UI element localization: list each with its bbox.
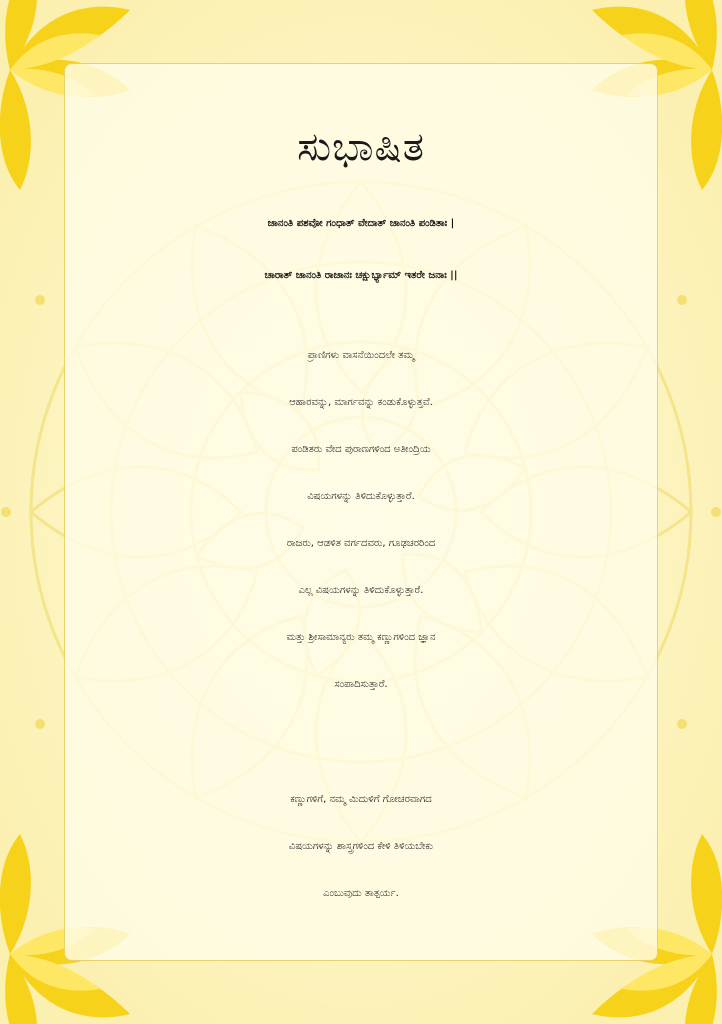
meaning-paragraph-1	[64, 332, 658, 708]
meaning-line: ವಿಷಯಗಳನ್ನು ತಿಳಿದುಕೊಳ್ಳುತ್ತಾರೆ.	[307, 491, 415, 502]
meaning-line: ವಿಷಯಗಳನ್ನು ಶಾಸ್ತ್ರಗಳಿಂದ ಕೇಳಿ ತಿಳಿಯಬೇಕು	[288, 841, 434, 852]
meaning-line: ಎಲ್ಲ ವಿಷಯಗಳನ್ನು ತಿಳಿದುಕೊಳ್ಳುತ್ತಾರೆ.	[298, 585, 424, 596]
meaning-line: ಮತ್ತು ಶ್ರೀಸಾಮಾನ್ಯರು ತಮ್ಮ ಕಣ್ಣುಗಳಿಂದ ಜ್ಞಾನ	[286, 632, 436, 643]
page-title: ಸುಭಾಷಿತ	[297, 124, 425, 170]
meaning-line: ಪ್ರಾಣಿಗಳು ವಾಸನೆಯಿಂದಲೇ ತಮ್ಮ	[307, 350, 415, 361]
subhashita-content	[64, 63, 658, 961]
meaning-line: ಆಹಾರವನ್ನು, ಮಾರ್ಗವನ್ನು ಕಂಡುಕೊಳ್ಳುತ್ತವೆ.	[289, 397, 433, 408]
verse-line-2: ಚಾರಾತ್ ಜಾನಂತಿ ರಾಜಾನಃ ಚಕ್ಷುರ್ಭ್ಯಾಮ್ ಇತರೇ ಜನಾಃ ||	[264, 270, 458, 281]
meaning-line: ಎಂಬುವುದು ತಾತ್ಪರ್ಯ.	[323, 888, 399, 899]
meaning-line: ಸಂಪಾದಿಸುತ್ತಾರೆ.	[334, 679, 388, 690]
meaning-paragraph-2	[64, 776, 658, 917]
verse-line-1: ಜಾನಂತಿ ಪಶವೋ ಗಂಧಾತ್ ವೇದಾತ್ ಜಾನಂತಿ ಪಂಡಿತಾಃ |	[267, 218, 455, 229]
meaning-line: ಪಂಡಿತರು ವೇದ ಪುರಾಣಗಳಿಂದ ಅತೀಂದ್ರಿಯ	[291, 444, 431, 455]
meaning-line: ಕಣ್ಣುಗಳಿಗೆ, ನಮ್ಮ ಮಿದುಳಿಗೆ ಗೋಚರವಾಗದ	[290, 794, 432, 805]
meaning-line: ರಾಜರು, ಆಡಳಿತ ವರ್ಗದವರು, ಗೂಢಚರರಿಂದ	[286, 538, 436, 549]
